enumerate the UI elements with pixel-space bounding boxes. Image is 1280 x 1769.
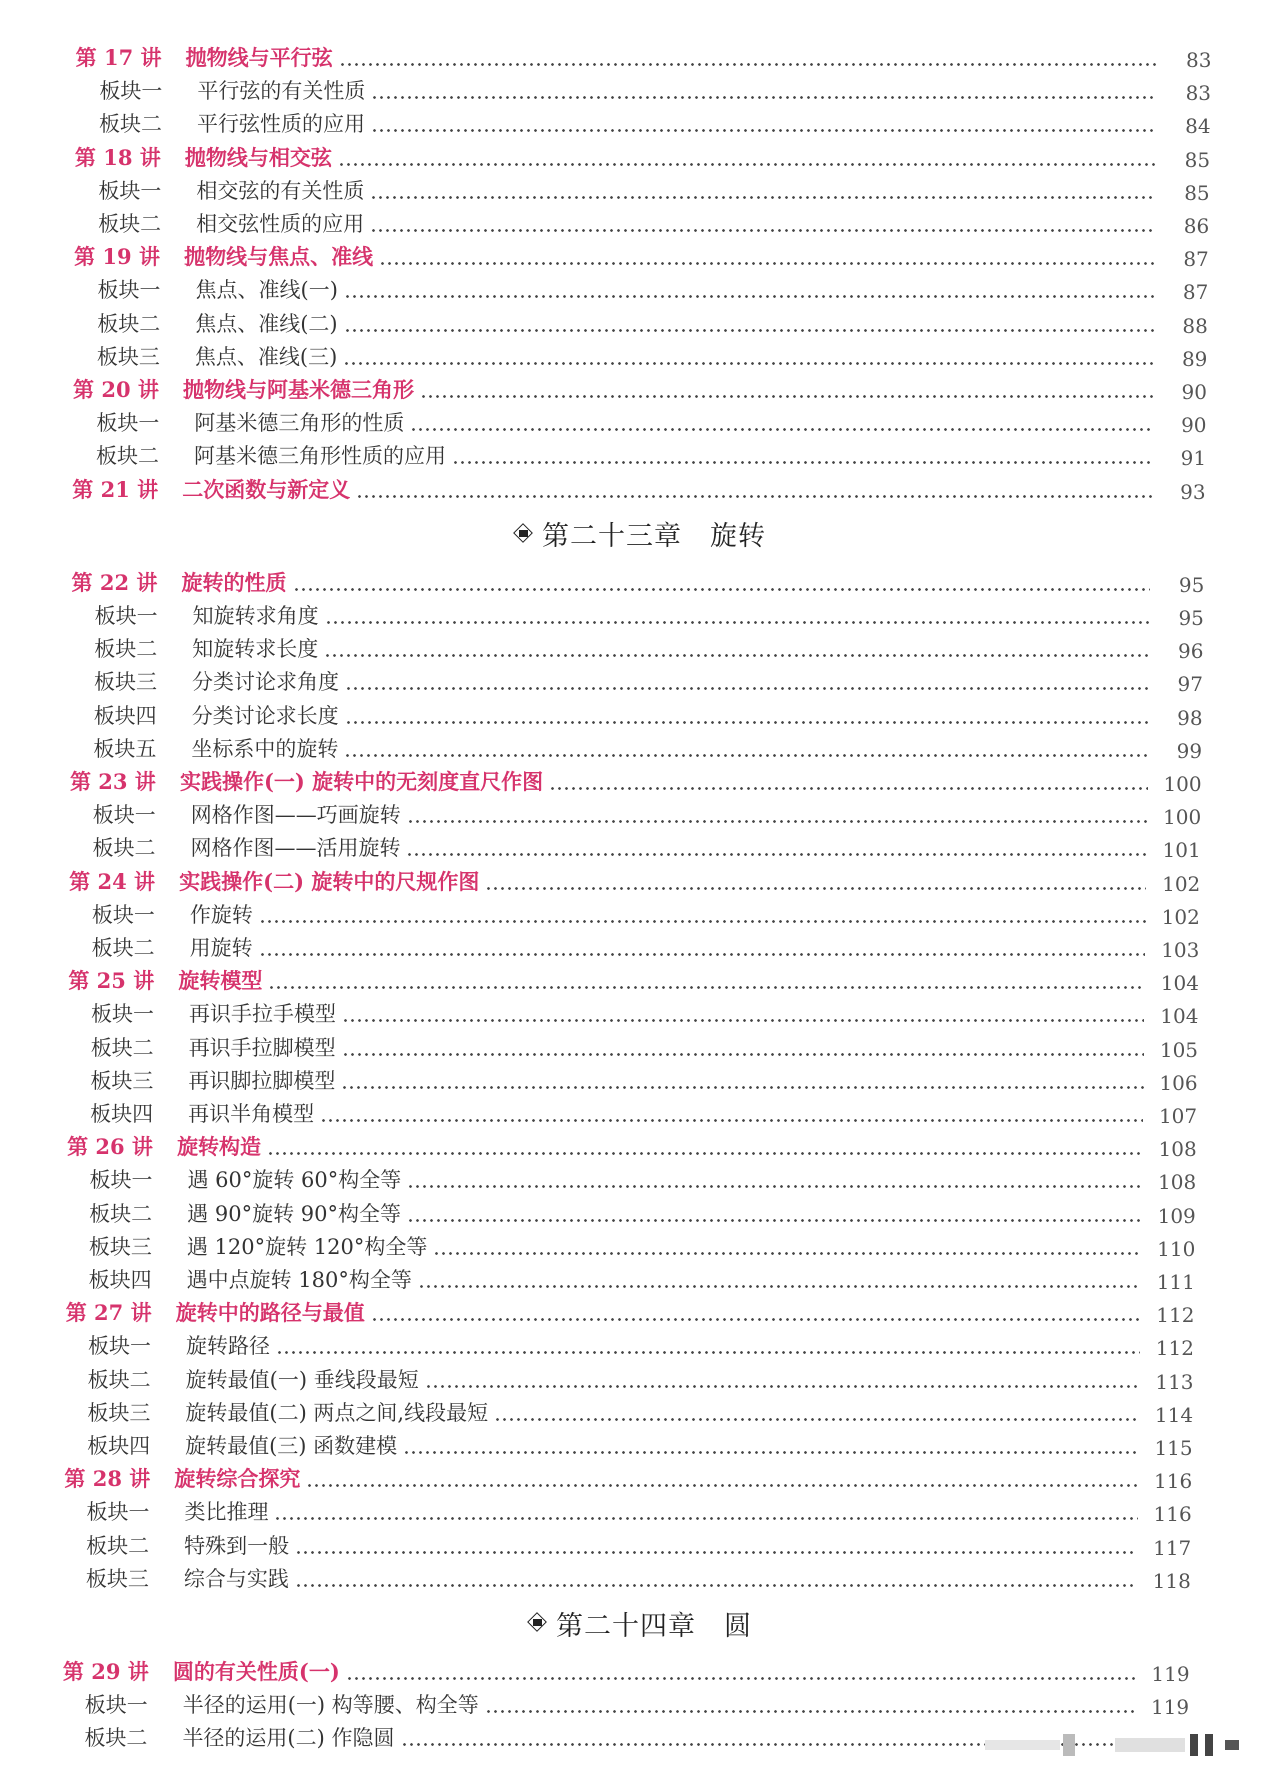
dot-leader — [259, 953, 1146, 956]
page-number: 98 — [1177, 705, 1203, 730]
dot-leader — [306, 1484, 1138, 1487]
lecture-row[interactable] — [0, 864, 1280, 896]
page-number: 93 — [1180, 479, 1206, 504]
dot-leader — [433, 1252, 1141, 1255]
section-number: 板块三 — [85, 1566, 149, 1591]
section-title: 遇 90°旋转 90°构全等 — [187, 1201, 401, 1226]
dot-leader — [356, 495, 1151, 498]
section-title: 再识半角模型 — [188, 1102, 315, 1126]
dot-leader — [324, 654, 1149, 657]
section-title: 坐标系中的旋转 — [191, 736, 339, 761]
dot-leader — [268, 986, 1145, 989]
section-row[interactable] — [0, 897, 1280, 929]
lecture-row[interactable] — [0, 1129, 1280, 1161]
section-number: 板块二 — [89, 1201, 153, 1226]
section-number: 板块二 — [87, 1367, 151, 1392]
section-title: 遇 60°旋转 60°构全等 — [187, 1168, 402, 1193]
section-row[interactable] — [0, 1030, 1280, 1062]
page-number: 87 — [1182, 280, 1209, 305]
section-title: 综合与实践 — [183, 1566, 289, 1591]
section-row[interactable] — [0, 306, 1280, 338]
dot-leader — [345, 721, 1149, 724]
section-number: 板块一 — [84, 1693, 148, 1718]
section-title: 焦点、准线(三) — [194, 344, 338, 369]
dot-leader — [325, 621, 1150, 624]
section-row[interactable] — [0, 272, 1280, 304]
section-number: 板块二 — [86, 1533, 150, 1558]
section-row[interactable] — [0, 73, 1280, 105]
page-number: 97 — [1177, 672, 1203, 697]
lecture-title: 抛物线与相交弦 — [184, 144, 332, 170]
section-title: 阿基米德三角形的性质 — [194, 411, 405, 436]
section-number: 板块四 — [90, 1102, 154, 1126]
dot-leader — [371, 129, 1157, 132]
lecture-number: 第 28 讲 — [64, 1466, 151, 1492]
section-number: 板块二 — [90, 1035, 154, 1060]
lecture-row[interactable] — [0, 372, 1280, 404]
page-number: 95 — [1178, 572, 1205, 597]
page-number: 89 — [1181, 346, 1208, 371]
page-number: 90 — [1181, 413, 1207, 438]
section-number: 板块四 — [87, 1434, 151, 1458]
lecture-title: 旋转构造 — [177, 1134, 262, 1160]
section-number: 板块一 — [98, 178, 162, 203]
section-row[interactable] — [0, 1229, 1280, 1261]
page-number: 112 — [1155, 1336, 1194, 1361]
section-row[interactable] — [0, 1096, 1280, 1128]
page-number: 108 — [1158, 1137, 1197, 1162]
section-title: 再识脚拉脚模型 — [188, 1068, 336, 1093]
lecture-number: 第 23 讲 — [69, 769, 156, 794]
lecture-row[interactable] — [0, 140, 1280, 172]
dot-leader — [407, 1219, 1142, 1222]
page-number: 99 — [1176, 738, 1203, 763]
section-row[interactable] — [0, 731, 1280, 763]
page-number: 110 — [1157, 1236, 1196, 1261]
section-title: 网格作图——活用旋转 — [190, 836, 401, 861]
dot-leader — [259, 920, 1146, 923]
section-number: 板块三 — [93, 670, 157, 695]
section-row[interactable] — [0, 173, 1280, 205]
section-row[interactable] — [0, 598, 1280, 630]
section-row[interactable] — [0, 1362, 1280, 1394]
section-title: 平行弦性质的应用 — [197, 112, 366, 137]
dot-leader — [403, 1451, 1139, 1454]
section-row[interactable] — [0, 698, 1280, 730]
section-title: 旋转最值(三) 函数建模 — [185, 1434, 398, 1458]
lecture-row[interactable] — [0, 565, 1280, 597]
section-row[interactable] — [0, 1428, 1280, 1460]
section-title: 相交弦性质的应用 — [196, 212, 365, 236]
section-title: 知旋转求角度 — [192, 604, 319, 628]
dot-leader — [346, 1677, 1136, 1680]
page-number: 100 — [1163, 772, 1202, 796]
page-number: 102 — [1162, 871, 1201, 896]
section-row[interactable] — [0, 1561, 1280, 1593]
section-row[interactable] — [0, 930, 1280, 962]
section-title: 类比推理 — [184, 1500, 269, 1525]
page-number: 83 — [1185, 81, 1212, 106]
page-number: 108 — [1158, 1170, 1197, 1195]
lecture-row[interactable] — [0, 40, 1280, 72]
lecture-row[interactable] — [0, 1654, 1280, 1686]
section-row[interactable] — [0, 996, 1280, 1028]
section-number: 板块二 — [98, 212, 162, 236]
section-title: 遇中点旋转 180°构全等 — [186, 1268, 412, 1292]
cropped-page-edge — [985, 1730, 1255, 1760]
dot-leader — [452, 461, 1152, 464]
page-number: 91 — [1180, 446, 1207, 471]
lecture-title: 二次函数与新定义 — [182, 476, 351, 502]
section-title: 遇 120°旋转 120°构全等 — [186, 1234, 428, 1259]
page-number: 104 — [1160, 971, 1199, 996]
lecture-title: 旋转模型 — [178, 968, 263, 994]
section-title: 用旋转 — [189, 936, 253, 960]
section-number: 板块一 — [87, 1334, 151, 1359]
section-number: 板块二 — [99, 112, 163, 137]
dot-leader — [407, 820, 1147, 823]
section-title: 平行弦的有关性质 — [197, 79, 366, 104]
lecture-title: 抛物线与阿基米德三角形 — [183, 377, 415, 402]
section-number: 板块一 — [86, 1500, 150, 1525]
section-row[interactable] — [0, 1063, 1280, 1095]
section-row[interactable] — [0, 1162, 1280, 1194]
dot-leader — [295, 1584, 1137, 1587]
dot-leader — [407, 1185, 1142, 1188]
lecture-row[interactable] — [0, 1461, 1280, 1493]
lecture-number: 第 19 讲 — [74, 244, 160, 270]
lecture-title: 圆的有关性质(一) — [172, 1659, 340, 1684]
dot-leader — [341, 1086, 1143, 1089]
section-number: 板块一 — [94, 604, 158, 628]
page-number: 104 — [1160, 1004, 1199, 1029]
dot-leader — [276, 1351, 1140, 1354]
section-row[interactable] — [0, 106, 1280, 138]
page-number: 117 — [1153, 1535, 1192, 1560]
lecture-title: 抛物线与平行弦 — [185, 45, 333, 70]
chapter-title: 旋转 — [710, 521, 766, 553]
dot-leader — [485, 1710, 1135, 1713]
dot-leader — [485, 887, 1146, 890]
section-title: 阿基米德三角形性质的应用 — [194, 444, 447, 469]
section-title: 再识手拉脚模型 — [188, 1035, 336, 1060]
section-number: 板块二 — [94, 637, 158, 662]
page-number: 106 — [1159, 1070, 1198, 1095]
lecture-number: 第 27 讲 — [65, 1300, 152, 1326]
lecture-title: 旋转的性质 — [181, 569, 287, 595]
lecture-number: 第 26 讲 — [67, 1134, 153, 1160]
dot-leader — [420, 395, 1153, 398]
section-title: 半径的运用(一) 构等腰、构全等 — [182, 1693, 479, 1718]
dot-leader — [370, 229, 1155, 232]
section-number: 板块一 — [99, 79, 163, 104]
chapter-title: 圆 — [724, 1610, 752, 1642]
dot-leader — [345, 687, 1149, 690]
page-number: 112 — [1156, 1303, 1195, 1328]
page-number: 116 — [1154, 1469, 1193, 1494]
lecture-title: 实践操作(二) 旋转中的尺规作图 — [179, 868, 480, 894]
section-number: 板块三 — [90, 1068, 154, 1093]
section-number: 板块二 — [92, 836, 156, 861]
page-number: 107 — [1158, 1104, 1198, 1128]
lecture-number: 第 22 讲 — [71, 569, 158, 595]
page-number: 114 — [1154, 1402, 1194, 1427]
lecture-number: 第 17 讲 — [75, 45, 162, 70]
page-number: 85 — [1184, 180, 1210, 205]
section-number: 板块四 — [93, 703, 157, 728]
dot-leader — [342, 1019, 1145, 1022]
section-row[interactable] — [0, 1494, 1280, 1526]
page-number: 101 — [1162, 838, 1201, 863]
section-number: 板块三 — [88, 1234, 152, 1259]
dot-leader — [342, 1053, 1144, 1056]
lecture-number: 第 24 讲 — [69, 868, 156, 894]
page-number: 113 — [1155, 1369, 1194, 1394]
section-number: 板块二 — [96, 444, 160, 469]
lecture-number: 第 20 讲 — [73, 377, 159, 402]
lecture-title: 旋转综合探究 — [174, 1466, 301, 1492]
page-number: 105 — [1159, 1037, 1199, 1062]
section-number: 板块一 — [96, 411, 160, 436]
section-row[interactable] — [0, 797, 1280, 829]
dot-leader — [339, 63, 1158, 66]
lecture-title: 实践操作(一) 旋转中的无刻度直尺作图 — [179, 769, 544, 794]
lecture-title: 抛物线与焦点、准线 — [184, 244, 374, 270]
page-number: 85 — [1184, 147, 1211, 172]
page-number: 118 — [1152, 1568, 1191, 1593]
section-title: 再识手拉手模型 — [188, 1002, 336, 1027]
section-title: 相交弦的有关性质 — [196, 178, 365, 203]
lecture-number: 第 21 讲 — [72, 476, 159, 502]
page-number: 115 — [1154, 1436, 1193, 1460]
dot-leader — [338, 163, 1156, 166]
page-number: 83 — [1186, 48, 1212, 72]
section-row[interactable] — [0, 339, 1280, 371]
page-number: 84 — [1185, 114, 1211, 139]
page-number: 103 — [1161, 938, 1200, 962]
page-number: 119 — [1151, 1662, 1190, 1686]
section-title: 知旋转求长度 — [192, 637, 319, 662]
section-title: 特殊到一般 — [184, 1533, 290, 1558]
section-number: 板块一 — [90, 1002, 154, 1027]
section-row[interactable] — [0, 206, 1280, 238]
section-number: 板块一 — [91, 902, 155, 927]
section-number: 板块三 — [87, 1400, 151, 1425]
page-number: 109 — [1157, 1203, 1196, 1228]
section-row[interactable] — [0, 405, 1280, 437]
chapter-number: 第二十三章 — [542, 521, 682, 553]
lecture-number: 第 18 讲 — [74, 144, 161, 170]
chapter-diamond-icon — [528, 1613, 548, 1633]
dot-leader — [267, 1152, 1143, 1155]
section-row[interactable] — [0, 1528, 1280, 1560]
section-row[interactable] — [0, 664, 1280, 696]
page-number: 111 — [1156, 1270, 1195, 1294]
lecture-row[interactable] — [0, 239, 1280, 271]
dot-leader — [274, 1517, 1137, 1520]
dot-leader — [379, 262, 1155, 265]
lecture-row[interactable] — [0, 472, 1280, 504]
chapter-heading — [0, 513, 1280, 555]
page-number: 90 — [1181, 380, 1207, 404]
section-title: 分类讨论求角度 — [191, 670, 339, 695]
dot-leader — [293, 588, 1151, 591]
dot-leader — [344, 329, 1154, 332]
dot-leader — [370, 196, 1155, 199]
section-row[interactable] — [0, 438, 1280, 470]
page-number: 86 — [1183, 214, 1210, 238]
dot-leader — [371, 96, 1157, 99]
lecture-row[interactable] — [0, 764, 1280, 796]
page-number: 87 — [1183, 247, 1209, 272]
page-number: 95 — [1178, 606, 1204, 630]
section-title: 旋转路径 — [185, 1334, 270, 1359]
page-number: 100 — [1163, 805, 1202, 830]
section-title: 分类讨论求长度 — [191, 703, 339, 728]
section-row[interactable] — [0, 1687, 1280, 1719]
section-number: 板块二 — [91, 936, 155, 960]
page-number: 96 — [1177, 639, 1204, 664]
dot-leader — [295, 1551, 1137, 1554]
page-number: 119 — [1150, 1695, 1190, 1720]
dot-leader — [549, 787, 1148, 790]
dot-leader — [371, 1318, 1141, 1321]
dot-leader — [406, 853, 1146, 856]
section-number: 板块三 — [96, 344, 160, 369]
dot-leader — [344, 295, 1154, 298]
dot-leader — [344, 754, 1148, 757]
section-row[interactable] — [0, 830, 1280, 862]
page-number: 88 — [1182, 313, 1208, 338]
section-number: 板块二 — [97, 311, 161, 336]
lecture-row[interactable] — [0, 963, 1280, 995]
section-title: 焦点、准线(一) — [195, 278, 338, 303]
dot-leader — [320, 1119, 1143, 1122]
section-number: 板块二 — [84, 1726, 148, 1751]
lecture-number: 第 29 讲 — [62, 1659, 149, 1684]
section-row[interactable] — [0, 1196, 1280, 1228]
chapter-number: 第二十四章 — [556, 1610, 696, 1642]
section-row[interactable] — [0, 1262, 1280, 1294]
section-number: 板块四 — [88, 1268, 152, 1292]
page-number: 116 — [1153, 1502, 1192, 1527]
lecture-number: 第 25 讲 — [68, 968, 155, 994]
chapter-diamond-icon — [514, 524, 534, 544]
section-row[interactable] — [0, 1328, 1280, 1360]
section-title: 半径的运用(二) 作隐圆 — [182, 1726, 395, 1751]
dot-leader — [343, 362, 1153, 365]
chapter-heading — [0, 1602, 1280, 1644]
section-title: 旋转最值(一) 垂线段最短 — [185, 1367, 419, 1392]
section-title: 网格作图——巧画旋转 — [190, 803, 401, 828]
section-title: 旋转最值(二) 两点之间,线段最短 — [185, 1400, 489, 1425]
section-number: 板块五 — [93, 736, 157, 761]
section-row[interactable] — [0, 1395, 1280, 1427]
section-title: 作旋转 — [189, 902, 253, 927]
dot-leader — [418, 1285, 1141, 1288]
lecture-row[interactable] — [0, 1295, 1280, 1327]
section-number: 板块一 — [89, 1168, 153, 1193]
dot-leader — [410, 428, 1152, 431]
page-number: 102 — [1161, 904, 1200, 929]
dot-leader — [425, 1385, 1140, 1388]
section-number: 板块一 — [97, 278, 161, 303]
section-number: 板块一 — [92, 803, 156, 828]
dot-leader — [494, 1418, 1139, 1421]
lecture-title: 旋转中的路径与最值 — [175, 1300, 365, 1326]
section-title: 焦点、准线(二) — [195, 311, 338, 336]
section-row[interactable] — [0, 631, 1280, 663]
